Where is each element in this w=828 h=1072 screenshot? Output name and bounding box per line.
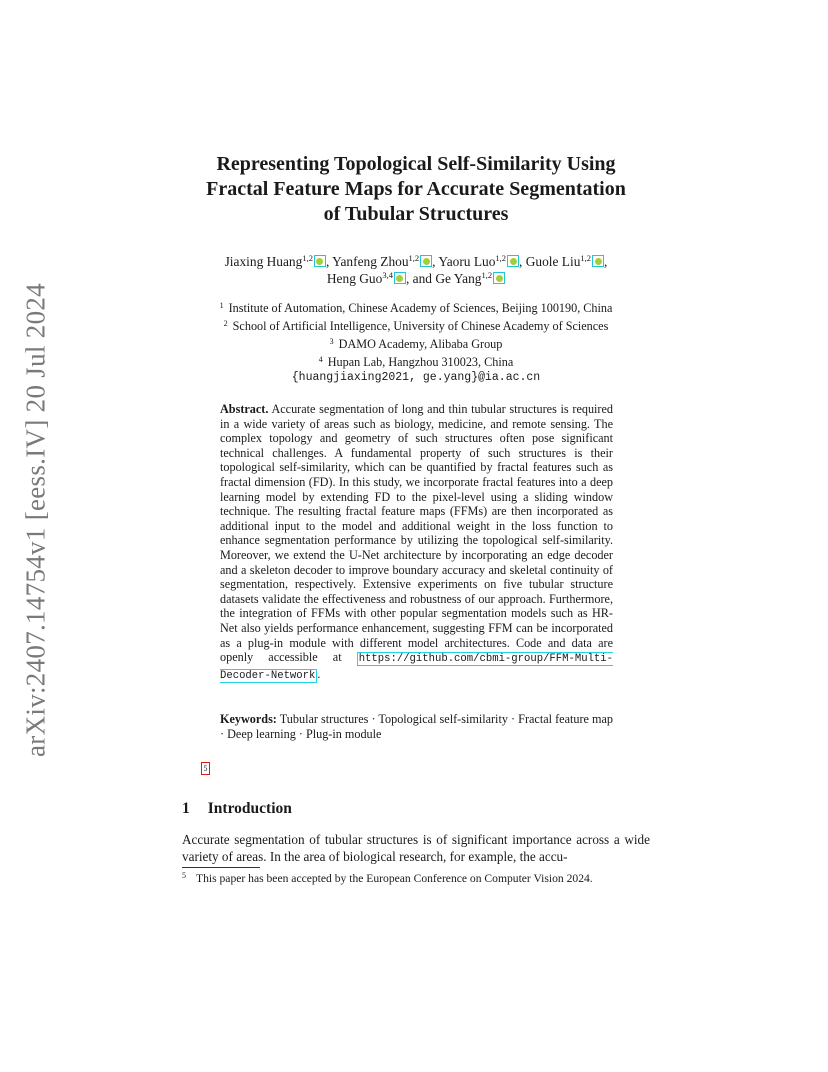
affiliation — [160, 352, 672, 370]
abstract-end: . — [317, 666, 321, 681]
footnote-marker[interactable]: 5 — [201, 762, 210, 775]
orcid-icon[interactable] — [394, 272, 406, 284]
affiliation-number: 1 — [219, 301, 224, 310]
author-list — [160, 253, 672, 287]
intro-paragraph: Accurate segmentation of tubular structures is of significant importance across a wide variety of areas. In the area of biological research, for example, the accu- — [182, 832, 650, 864]
affiliation-text: School of Artificial Intelligence, University of Chinese Academy of Sciences — [232, 319, 609, 333]
footnote-rule — [182, 867, 260, 868]
orcid-icon[interactable] — [507, 255, 519, 267]
author-affiliation: 1,2 — [495, 253, 507, 263]
affiliation — [160, 334, 672, 352]
author — [435, 271, 505, 286]
author-separator: , — [325, 254, 333, 269]
footnote-text: This paper has been accepted by the European Conference on Computer Vision 2024. — [196, 872, 593, 885]
author-name: Ge Yang — [435, 271, 482, 286]
author-name: Yaoru Luo — [438, 254, 496, 269]
affiliation-number: 4 — [318, 355, 323, 364]
keywords — [220, 712, 613, 741]
arxiv-stamp — [20, 283, 51, 757]
author-name: Jiaxing Huang — [224, 254, 303, 269]
affiliation-number: 3 — [329, 337, 334, 346]
author-separator: , — [604, 254, 608, 269]
section-number: 1 — [182, 800, 190, 817]
arxiv-id: arXiv:2407.14754v1 [eess.IV] 20 Jul 2024 — [20, 283, 51, 757]
title-line: Representing Topological Self-Similarity Using — [216, 153, 616, 175]
author-affiliation: 1,2 — [408, 253, 420, 263]
abstract — [220, 402, 613, 683]
title-line: of Tubular Structures — [323, 203, 509, 225]
author-affiliation: 3,4 — [382, 270, 393, 280]
author — [332, 254, 432, 269]
keywords-label: Keywords: — [220, 712, 277, 726]
contact-email[interactable]: {huangjiaxing2021, ge.yang}@ia.ac.cn — [291, 371, 541, 384]
author-separator: , — [519, 254, 526, 269]
author — [225, 254, 326, 269]
affiliation-text: DAMO Academy, Alibaba Group — [338, 337, 503, 351]
author-separator: , and — [405, 271, 436, 286]
orcid-icon[interactable] — [592, 255, 604, 267]
orcid-icon[interactable] — [493, 272, 505, 284]
author-affiliation: 1,2 — [580, 253, 592, 263]
abstract-text: Accurate segmentation of long and thin tubular structures is required in a wide variety of areas such as biology, medicine, and remote sensing. The complex topology and geometry of such structures often pose significant technical challenges. A fundamental property of such structures is their topological self-similarity, which can be quantified by fractal features such as fractal dimension (FD). In this study, we incorporate fractal features into a deep learning model by extending FD to the pixel-level using a sliding window technique. The resulting fractal feature maps (FFMs) are then incorporated as additional input to the model and additional weight in the loss function to enhance segmentation performance by utilizing the topological self-similarity. Moreover, we extend the U-Net architecture by incorporating an edge decoder and a skeleton decoder to improve boundary accuracy and skeletal continuity of segmentation, respectively. Extensive experiments on five tubular structure datasets validate the effectiveness and robustness of our approach. Furthermore, the integration of FFMs with other popular segmentation models such as HR-Net also yields performance enhancement, suggesting FFM can be incorporated as a plug-in module with different model architectures. Code and data are openly accessible at — [220, 402, 613, 665]
title-line: Fractal Feature Maps for Accurate Segmentation — [206, 178, 626, 200]
section-heading — [182, 800, 292, 818]
paper-title — [160, 152, 672, 227]
orcid-icon[interactable] — [420, 255, 432, 267]
author — [438, 254, 519, 269]
code-link[interactable]: https://github.com/cbmi-group/FFM-Multi-Decoder-Network — [220, 653, 613, 682]
abstract-label: Abstract. — [220, 402, 269, 416]
author — [327, 271, 406, 286]
author — [526, 254, 604, 269]
author-name: Heng Guo — [326, 271, 383, 286]
author-name: Yanfeng Zhou — [332, 254, 409, 269]
affiliation-text: Institute of Automation, Chinese Academy of Sciences, Beijing 100190, China — [228, 301, 613, 315]
section-title: Introduction — [207, 800, 292, 817]
author-affiliation: 1,2 — [302, 253, 313, 263]
affiliation-list — [160, 298, 672, 385]
author-separator: , — [432, 254, 439, 269]
footnote: 5 This paper has been accepted by the European Conference on Computer Vision 2024. — [182, 871, 593, 885]
affiliation-text: Hupan Lab, Hangzhou 310023, China — [327, 355, 514, 369]
affiliation-number: 2 — [223, 319, 228, 328]
affiliation — [160, 316, 672, 334]
affiliation — [160, 298, 672, 316]
author-name: Guole Liu — [525, 254, 581, 269]
orcid-icon[interactable] — [314, 255, 326, 267]
author-affiliation: 1,2 — [481, 270, 493, 280]
keywords-text: Tubular structures · Topological self-similarity · Fractal feature map · Deep learning · Plug-in module — [220, 712, 614, 741]
